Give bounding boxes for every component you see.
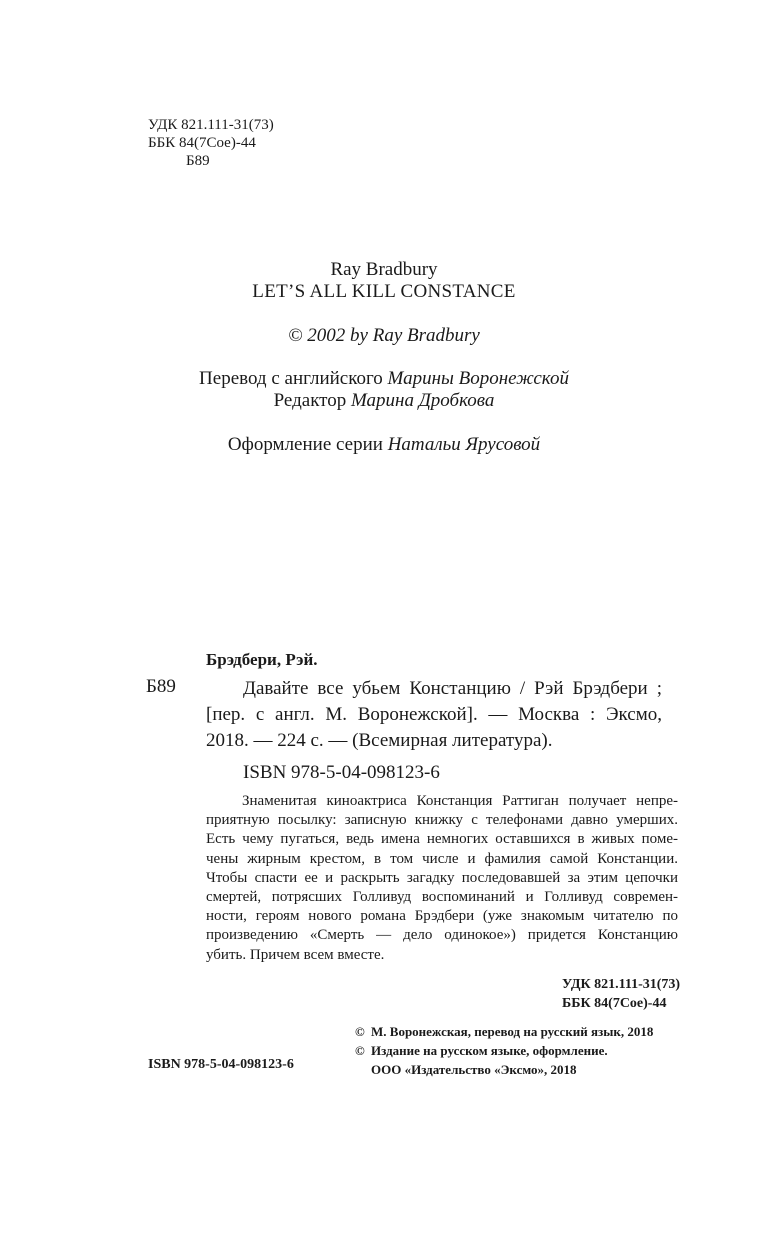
bbk-code: ББК 84(7Сое)-44 (148, 135, 256, 151)
editor-credit (0, 390, 768, 412)
annotation (206, 792, 678, 965)
translation-credit (0, 368, 768, 390)
translator-name: Марины Воронежской (387, 368, 569, 389)
entry-code: Б89 (146, 676, 176, 697)
isbn-bottom: ISBN 978-5-04-098123-6 (148, 1057, 294, 1072)
entry-isbn: ISBN 978-5-04-098123-6 (243, 762, 440, 783)
copyright-symbol: © (355, 1043, 365, 1058)
copyright-line: М. Воронежская, перевод на русский язык, 2018 (371, 1024, 654, 1039)
annotation-line: произведению «Смерть — дело одинокое») придется Констанцию (206, 927, 678, 944)
original-title: LET’S ALL KILL CONSTANCE (252, 281, 516, 302)
entry-line: [пер. с англ. М. Воронежской]. — Москва : Эксмо, (206, 704, 662, 725)
series-designer-name: Натальи Ярусовой (387, 434, 541, 455)
copyright-symbol: © (355, 1024, 365, 1039)
copyright-line: Издание на русском языке, оформление. (371, 1043, 608, 1058)
editor-name: Марина Дробкова (350, 390, 495, 411)
series-design-prefix: Оформление серии (227, 434, 388, 455)
author-code: Б89 (186, 153, 210, 169)
original-copyright (0, 325, 768, 347)
annotation-line: ности, героям нового романа Брэдбери (уже знакомым читателю по (206, 908, 678, 925)
entry-line: Давайте все убьем Констанцию / Рэй Брэдбери ; (243, 678, 662, 699)
classification-block (148, 116, 274, 170)
series-design-credit (0, 434, 768, 456)
annotation-line: смертей, потрясших Голливуд воспоминаний и Голливуд современ- (206, 889, 678, 906)
udk-code: УДК 821.111-31(73) (148, 117, 274, 133)
entry-description (206, 676, 662, 754)
annotation-line: Знаменитая киноактриса Констанция Раттиган получает непре- (242, 793, 678, 809)
copyright-row (355, 1060, 653, 1079)
bbk-code-bottom: ББК 84(7Сое)-44 (562, 996, 667, 1011)
entry-line: 2018. — 224 с. — (Всемирная литература). (206, 730, 553, 751)
annotation-line: Есть чему пугаться, ведь имена немногих оставшихся в живых поме- (206, 831, 678, 848)
classification-bottom (562, 975, 680, 1013)
annotation-line: чены жирным крестом, в том числе и фамилия самой Констанции. (206, 850, 678, 867)
copyright-row (355, 1041, 653, 1060)
copyright-line: ООО «Издательство «Эксмо», 2018 (371, 1062, 577, 1077)
copyright-text: © 2002 by Ray Bradbury (288, 325, 480, 346)
original-author: Ray Bradbury (330, 259, 438, 280)
annotation-line: Чтобы спасти ее и раскрыть загадку последовавшей за этим цепочки (206, 869, 678, 886)
annotation-line: приятную посылку: записную книжку с телефонами давно умерших. (206, 812, 678, 829)
editor-prefix: Редактор (273, 390, 351, 411)
translation-prefix: Перевод с английского (199, 368, 388, 389)
copyright-block (355, 1022, 653, 1079)
annotation-line: убить. Причем всем вместе. (206, 946, 385, 963)
udk-code-bottom: УДК 821.111-31(73) (562, 977, 681, 992)
copyright-row (355, 1022, 653, 1041)
entry-heading: Брэдбери, Рэй. (206, 650, 318, 669)
